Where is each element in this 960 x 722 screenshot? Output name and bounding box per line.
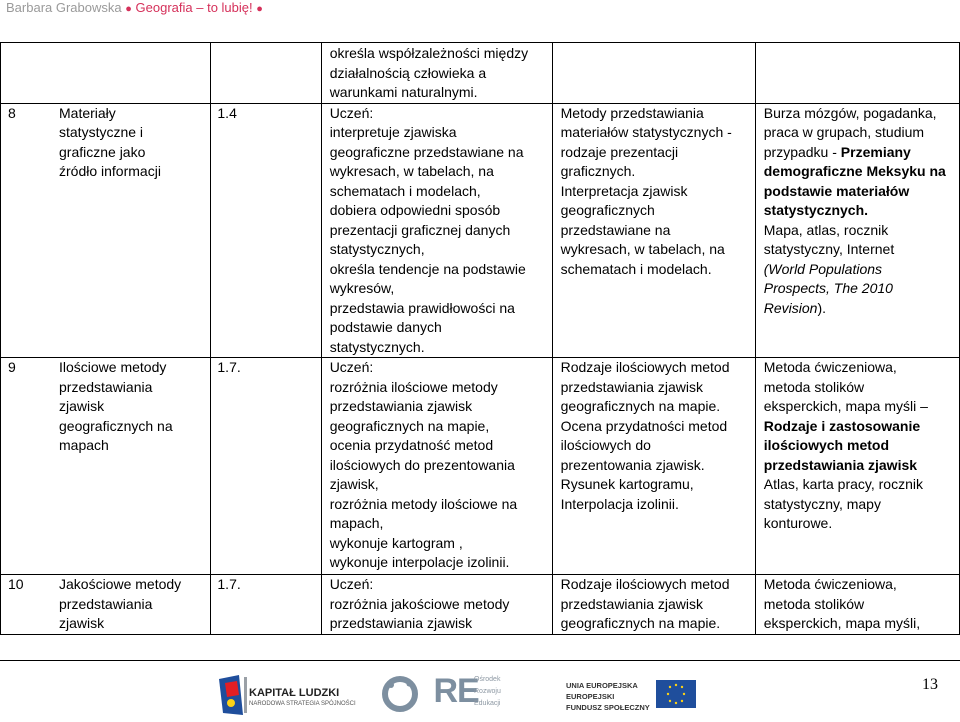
- curriculum-code: 1.7.: [217, 359, 241, 375]
- text-line: statystycznych,: [329, 241, 425, 257]
- text-line: Rodzaje ilościowych metod: [560, 576, 730, 592]
- kapital-ludzki-logo: [217, 673, 367, 722]
- text-line: (World Populations: [763, 260, 883, 277]
- text-line: demograficzne Meksyku na: [763, 163, 946, 179]
- content-text: [553, 104, 755, 280]
- text-line: przypadku -: [763, 143, 841, 160]
- text-line: statystycznych.: [763, 202, 869, 218]
- text-line: przedstawiania zjawisk: [560, 595, 704, 612]
- text-line: Burza mózgów, pogadanka,: [763, 104, 937, 121]
- text-line: geograficznych na mapie.: [560, 398, 721, 414]
- text-line: Metoda ćwiczeniowa,: [763, 359, 897, 375]
- text-line: statystyczne i: [59, 124, 144, 140]
- logo1-subtitle: NARODOWA STRATEGIA SPÓJNOŚCI: [249, 701, 356, 707]
- text-line: eksperckich, mapa myśli,: [763, 615, 921, 631]
- text-line: wykonuje kartogram ,: [329, 534, 463, 551]
- text-line: podstawie materiałów: [763, 182, 910, 199]
- text-line: ilościowych do: [560, 437, 651, 453]
- header-title: Geografia – to lubię!: [135, 0, 253, 15]
- text-line: geograficznych na mapie.: [560, 615, 721, 631]
- text-line: wykresach, w tabelach, na: [329, 163, 494, 179]
- bullet-icon: ●: [125, 3, 132, 15]
- text-line: zjawisk: [59, 398, 105, 414]
- text-line: wykresów,: [329, 280, 395, 296]
- lesson-number: 10: [8, 576, 24, 592]
- content-text: [553, 575, 755, 634]
- text-line: statystyczny, Internet: [763, 241, 895, 257]
- text-line: warunkami naturalnymi.: [329, 84, 478, 100]
- ore-logo: [382, 672, 501, 717]
- text-line: ilościowych do prezentowania: [329, 456, 515, 473]
- bullet-icon: ●: [256, 3, 263, 15]
- text-line: konturowe.: [763, 515, 833, 531]
- text-line: podstawie danych: [329, 319, 442, 335]
- text-line: Materiały: [59, 104, 116, 121]
- curriculum-code: 1.7.: [217, 576, 241, 592]
- requirements-text: [322, 123, 552, 357]
- text-line: Rodzaje ilościowych metod: [560, 359, 730, 375]
- text-line: Jakościowe metody: [59, 576, 182, 592]
- text-line: dobiera odpowiedni sposób: [329, 202, 501, 218]
- logo1-title: KAPITAŁ LUDZKI: [249, 687, 340, 699]
- text-line: Revision: [763, 299, 818, 316]
- text-line: przedstawiania zjawisk: [560, 378, 704, 395]
- requirements-text: [322, 43, 552, 103]
- text-line: rozróżnia jakościowe metody: [329, 595, 510, 612]
- text-line: Mapa, atlas, rocznik: [763, 221, 889, 238]
- text-line: przedstawiania: [59, 595, 153, 612]
- text-line: metoda stolików: [763, 378, 865, 395]
- table-row: [1, 103, 960, 358]
- text-line: Rysunek kartogramu,: [560, 476, 694, 492]
- text-line: Prospects, The 2010: [763, 280, 893, 296]
- text-line: mapach: [59, 437, 109, 453]
- text-line: statystyczny, mapy: [763, 495, 881, 512]
- page-header: [6, 0, 263, 15]
- methods-text: Burza mózgów, pogadanka, praca w grupach, studium przypadku - Przemiany demograficzne Meksyku na podstawie materiałów statystycznych. Mapa, atlas, rocznik statystyczny, Internet (World Populations Prospects, The 2010 Revision).: [763, 104, 946, 316]
- methods-text: [756, 575, 959, 634]
- table-row: [1, 43, 960, 104]
- logo2-main: RE: [433, 672, 479, 710]
- text-line: geograficznych na mapie,: [329, 417, 490, 434]
- text-line: Rodzaje i zastosowanie: [763, 417, 921, 434]
- text-line: graficznych.: [560, 163, 636, 179]
- table-row: [1, 575, 960, 635]
- text-line: interpretuje zjawiska: [329, 124, 457, 140]
- text-line: prezentacji graficznej danych: [329, 221, 511, 238]
- page-number: 13: [922, 676, 938, 693]
- table-row: [1, 358, 960, 575]
- lesson-title: [59, 358, 199, 456]
- text-line: ilościowych metod: [763, 437, 889, 453]
- requirements-text: [322, 378, 552, 573]
- requirements-heading: Uczeń:: [329, 576, 374, 592]
- text-line: Metody przedstawiania: [560, 104, 704, 121]
- text-line: zjawisk,: [329, 476, 379, 492]
- text-line: wykonuje interpolacje izolinii.: [329, 554, 510, 570]
- lesson-number: 8: [8, 104, 16, 121]
- text-line: Metoda ćwiczeniowa,: [763, 576, 897, 592]
- text-line: Ocena przydatności metod: [560, 417, 728, 434]
- text-line: rozróżnia ilościowe metody: [329, 378, 498, 395]
- logo3-lines: UNIA EUROPEJSKA EUROPEJSKI FUNDUSZ SPOŁECZNY: [566, 681, 650, 712]
- text-line: graficzne jako: [59, 143, 146, 160]
- text-line: schematach i modelach.: [560, 260, 712, 277]
- text-line: ocenia przydatność metod: [329, 437, 494, 453]
- requirements-text: [322, 595, 552, 634]
- text-line: mapach,: [329, 515, 384, 531]
- text-line: źródło informacji: [59, 163, 161, 179]
- text-line: przedstawiania: [59, 378, 153, 395]
- text-line: rozróżnia metody ilościowe na: [329, 495, 518, 512]
- footer-divider: [0, 660, 960, 661]
- lesson-number: 9: [8, 359, 16, 375]
- text-line: działalnością człowieka a: [329, 64, 487, 81]
- text-line: Ilościowe metody: [59, 359, 167, 375]
- curriculum-table: [0, 42, 960, 635]
- text-line: przedstawiane na: [560, 221, 671, 238]
- text-line: Atlas, karta pracy, rocznik: [763, 476, 923, 492]
- text-line: Interpretacja zjawisk: [560, 182, 688, 199]
- curriculum-code: 1.4: [217, 104, 237, 121]
- header-author: Barbara Grabowska: [6, 0, 122, 15]
- text-line: przedstawiania zjawisk: [763, 456, 918, 473]
- logo2-lines: Ośrodek Rozwoju Edukacji: [474, 676, 501, 707]
- text-line: metoda stolików: [763, 595, 865, 612]
- methods-text: [756, 358, 959, 534]
- text-line: przedstawia prawidłowości na: [329, 299, 515, 316]
- content-text: [553, 358, 755, 514]
- lesson-title: [59, 104, 199, 182]
- text-line: rodzaje prezentacji: [560, 143, 679, 160]
- requirements-heading: Uczeń:: [329, 104, 374, 121]
- text-line: Interpolacja izolinii.: [560, 495, 679, 512]
- lesson-title: [59, 575, 199, 634]
- text-line: schematach i modelach,: [329, 182, 481, 199]
- eu-flag-icon: [656, 680, 696, 708]
- text-line: wykresach, w tabelach, na: [560, 241, 725, 257]
- text-line: określa tendencje na podstawie: [329, 260, 526, 277]
- text-line: zjawisk: [59, 615, 105, 631]
- text-line: przedstawiania zjawisk: [329, 615, 473, 631]
- text-line: eksperckich, mapa myśli –: [763, 398, 928, 414]
- text-line: prezentowania zjawisk.: [560, 456, 705, 473]
- text-line: przedstawiania zjawisk: [329, 398, 473, 414]
- text-line: geograficzne przedstawiane na: [329, 143, 524, 160]
- text-line: praca w grupach, studium: [763, 124, 925, 140]
- requirements-heading: Uczeń:: [329, 359, 374, 375]
- text-line: geograficznych na: [59, 417, 173, 434]
- text-line: materiałów statystycznych -: [560, 124, 732, 140]
- text-line: statystycznych.: [329, 338, 425, 355]
- text-line: geograficznych: [560, 202, 655, 218]
- text-line: określa współzależności między: [329, 45, 529, 61]
